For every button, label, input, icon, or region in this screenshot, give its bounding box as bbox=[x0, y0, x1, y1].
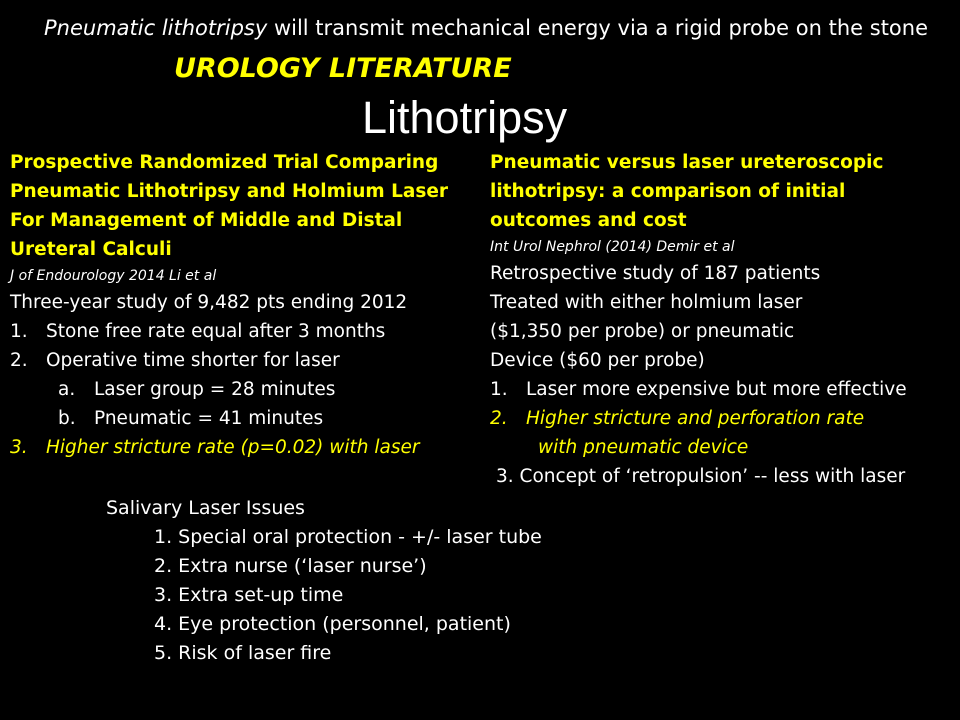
left-sub-text: Pneumatic = 41 minutes bbox=[94, 408, 324, 429]
left-article-title-line: Pneumatic Lithotripsy and Holmium Laser bbox=[10, 181, 449, 202]
left-sub-text: Laser group = 28 minutes bbox=[94, 379, 336, 400]
left-list-text: Stone free rate equal after 3 months bbox=[46, 321, 386, 342]
top-statement-italic: Pneumatic lithotripsy bbox=[44, 16, 268, 40]
left-list-text: Higher stricture rate (p=0.02) with laser bbox=[46, 437, 420, 458]
right-article-title-line: lithotripsy: a comparison of initial bbox=[490, 181, 846, 202]
right-body-line: Treated with either holmium laser bbox=[490, 292, 803, 313]
section-heading: UROLOGY LITERATURE bbox=[174, 53, 512, 84]
left-list-item-highlight bbox=[10, 433, 470, 462]
right-study-column bbox=[490, 148, 950, 491]
right-body-line: ($1,350 per probe) or pneumatic bbox=[490, 321, 795, 342]
salivary-title: Salivary Laser Issues bbox=[106, 497, 305, 519]
left-list-number: 3. bbox=[10, 437, 28, 458]
left-sub-item bbox=[10, 375, 470, 404]
left-citation: J of Endourology 2014 Li et al bbox=[10, 268, 217, 284]
right-body-line: Device ($60 per probe) bbox=[490, 350, 705, 371]
right-body-line: Retrospective study of 187 patients bbox=[490, 263, 821, 284]
left-study-column bbox=[10, 148, 470, 462]
right-article-title-line: Pneumatic versus laser ureteroscopic bbox=[490, 152, 884, 173]
salivary-item: 4. Eye protection (personnel, patient) bbox=[154, 613, 511, 635]
top-statement-rest: will transmit mechanical energy via a rigid probe on the stone bbox=[267, 16, 929, 40]
left-sub-letter: b. bbox=[58, 408, 76, 429]
right-list-number: 2. bbox=[490, 408, 508, 429]
salivary-item: 3. Extra set-up time bbox=[154, 584, 344, 606]
salivary-laser-issues bbox=[106, 494, 542, 668]
right-list-item-highlight bbox=[490, 404, 950, 433]
slide-title: Lithotripsy bbox=[362, 92, 568, 143]
left-list-text: Operative time shorter for laser bbox=[46, 350, 340, 371]
right-list-text: Higher stricture and perforation rate bbox=[526, 408, 865, 429]
right-list-item: 3. Concept of ‘retropulsion’ -- less with laser bbox=[496, 466, 906, 487]
left-article-title-line: Prospective Randomized Trial Comparing bbox=[10, 152, 439, 173]
salivary-item: 5. Risk of laser fire bbox=[154, 642, 332, 664]
left-sub-item bbox=[10, 404, 470, 433]
left-article-title-line: Ureteral Calculi bbox=[10, 239, 172, 260]
left-sub-letter: a. bbox=[58, 379, 76, 400]
salivary-item: 1. Special oral protection - +/- laser tube bbox=[154, 526, 542, 548]
right-list-continuation: with pneumatic device bbox=[538, 437, 749, 458]
left-list-number: 2. bbox=[10, 350, 28, 371]
salivary-item: 2. Extra nurse (‘laser nurse’) bbox=[154, 555, 427, 577]
right-list-text: Laser more expensive but more effective bbox=[526, 379, 907, 400]
left-list-number: 1. bbox=[10, 321, 28, 342]
left-list-item bbox=[10, 317, 470, 346]
right-list-item bbox=[490, 375, 950, 404]
left-summary: Three-year study of 9,482 pts ending 2012 bbox=[10, 292, 408, 313]
right-list-number: 1. bbox=[490, 379, 508, 400]
right-citation: Int Urol Nephrol (2014) Demir et al bbox=[490, 239, 735, 255]
top-statement bbox=[44, 16, 928, 40]
left-article-title-line: For Management of Middle and Distal bbox=[10, 210, 403, 231]
right-article-title-line: outcomes and cost bbox=[490, 210, 687, 231]
left-list-item bbox=[10, 346, 470, 375]
